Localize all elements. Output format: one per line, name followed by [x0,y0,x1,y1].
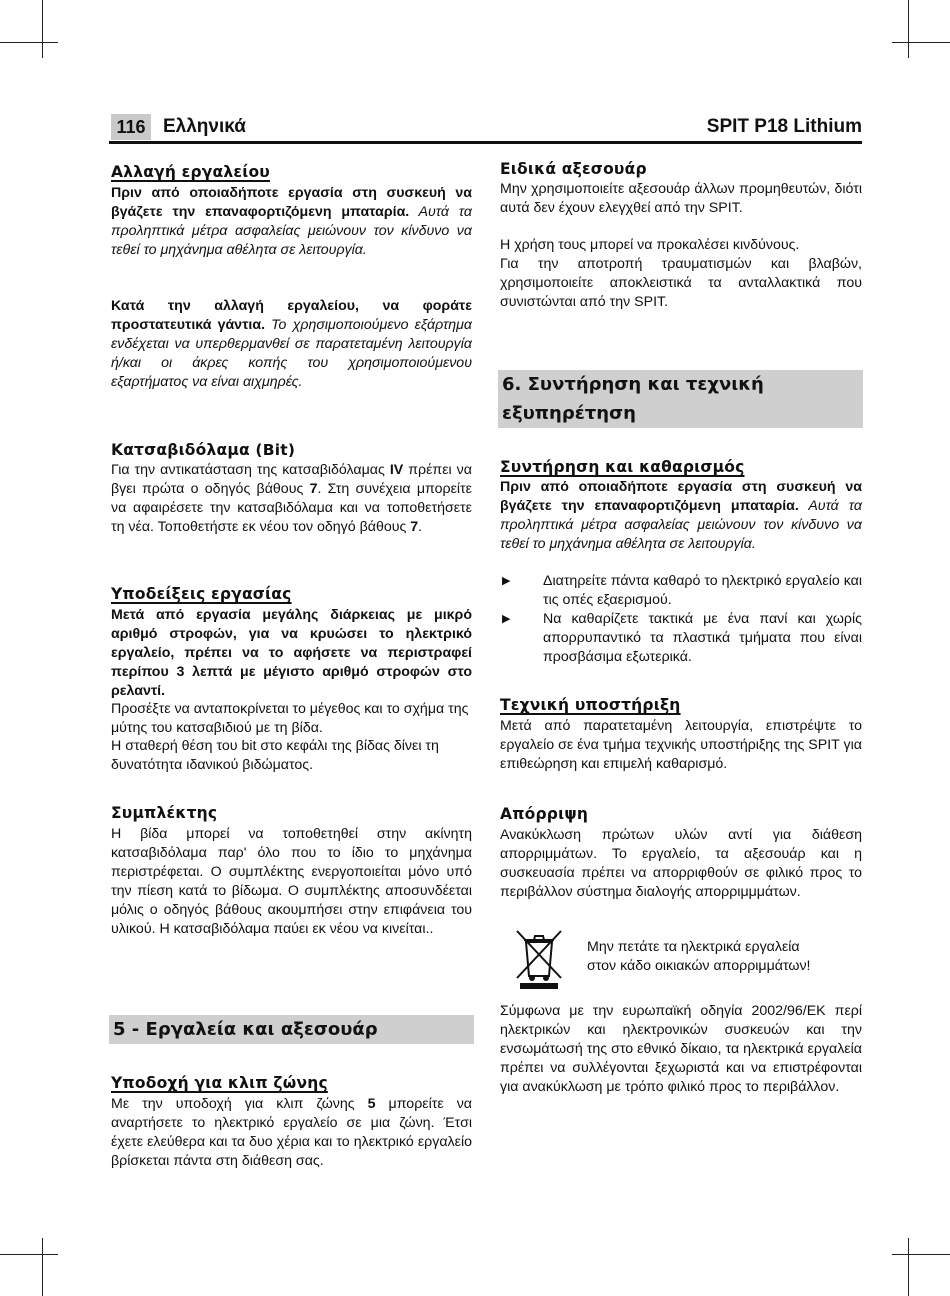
bullet-triangle-icon: ▶ [502,575,511,587]
text-run: Πριν από οποιαδήποτε εργασία στη συσκευή να βγάζετε την επαναφορτιζόμενη μπαταρία. [111,185,472,220]
heading-clutch: Συμπλέκτης [111,804,218,822]
text-run: . Στη συνέχεια μπορείτε να αφαιρέσετε την κατσαβιδόλαμα και να τοποθετήσετε τη νέα. Τοποθετήστε εκ νέου τον οδηγό βάθους [111,480,472,535]
crossed-out-wheelie-bin-icon [514,928,564,990]
text-run: IV [389,462,404,478]
paragraph-bit [111,461,472,537]
heading-tool-change: Αλλαγή εργαλείου [111,163,270,181]
paragraph-special-2: Η χρήση τους μπορεί να προκαλέσει κινδύνους. [500,237,800,253]
bullet-triangle-icon: ▶ [502,612,511,625]
text-run: Κατά την αλλαγή εργαλείου, να φοράτε προστατευτικά γάντια. [111,298,472,333]
heading-technical-support: Τεχνική υποστήριξη [500,696,681,714]
list-item [500,572,862,610]
language-title: Ελληνικά [163,116,246,137]
paragraph-disposal: Ανακύκλωση πρώτων υλών αντί για διάθεση απορριμμάτων. Το εργαλείο, τα αξεσουάρ και η συσκευασία πρέπει να απορριφθούν σε φιλικό προς το περιβάλλον σύστημα διαλογής απορριμμμάτων. [500,827,862,900]
text-run: Για την αντικατάσταση της κατσαβιδόλαμας [111,462,390,478]
section-band-5: 5 - Εργαλεία και αξεσουάρ [109,1015,474,1044]
text-run: 7 [309,480,318,497]
model-title: SPIT P18 Lithium [706,116,862,137]
crop-mark-top-left-h [0,42,58,43]
paragraph-tool-change-safety [111,184,472,260]
crop-mark-top-left-v [42,0,43,58]
page-number: 116 [111,114,151,140]
header-rule [109,141,862,144]
weee-line-1: Μην πετάτε τα ηλεκτρικά εργαλεία [587,939,800,955]
heading-disposal: Απόρριψη [500,805,589,823]
text-run: Μετά από εργασία μεγάλης διάρκειας με μικρό αριθμό στροφών, για να κρυώσει το ηλεκτρικό εργαλείο, πρέπει να το αφήσετε να περιστραφεί περίπου 3 λεπτά με μέγιστο αριθμό στροφών στο ρελαντί. [111,607,472,699]
crop-mark-bottom-right-v [908,1238,909,1296]
heading-belt-clip: Υποδοχή για κλιπ ζώνης [111,1074,328,1092]
text-run: Το χρησιμοποιούμενο εξάρτημα ενδέχεται να υπερθερμανθεί σε παρατεταμένη λειτουργία ή/και οι άκρες κοπής του χρησιμοποιούμενου εξαρτήματος να είναι αιχμηρές. [111,316,472,390]
paragraph-hints-cooling [111,606,472,701]
list-item [500,610,862,667]
crop-mark-top-right-v [908,0,909,58]
bullet-text: Διατηρείτε πάντα καθαρό το ηλεκτρικό εργαλείο και τις οπές εξαερισμού. [543,573,862,608]
maintenance-bullet-list [500,572,862,667]
paragraph-special-3: Για την αποτροπή τραυματισμών και βλαβών, χρησιμοποιείτε αποκλειστικά τα ανταλλακτικά που συνιστώνται από την SPIT. [500,256,862,310]
text-run: Πριν από οποιαδήποτε εργασία στη συσκευή να βγάζετε την επαναφορτιζόμενη μπαταρία. [500,479,862,514]
paragraph-tool-change-gloves [111,297,472,392]
text-run: Με την υποδοχή για κλιπ ζώνης [111,1096,368,1112]
text-run: 5 [367,1096,376,1112]
text-run: Αυτά τα προληπτικά μέτρα ασφαλείας μειώνουν τον κίνδυνο να τεθεί το μηχάνημα αθέλητα σε λειτουργία. [500,497,862,552]
weee-notice [587,938,857,976]
heading-work-hints: Υποδείξεις εργασίας [111,585,292,603]
heading-special-accessories: Ειδικά αξεσουάρ [500,160,647,178]
section-band-6: 6. Συντήρηση και τεχνική εξυπηρέτηση [498,370,863,428]
paragraph-special-1: Μην χρησιμοποιείτε αξεσουάρ άλλων προμηθευτών, διότι αυτά δεν έχουν ελεγχθεί από την SPIT. [500,181,862,216]
paragraph-technical-support: Μετά από παρατεταμένη λειτουργία, επιστρέψτε το εργαλείο σε ένα τμήμα τεχνικής υποστήριξης της SPIT για επιθεώρηση και επιμελή καθαρισμό. [500,718,862,772]
paragraph-belt-clip [111,1095,472,1171]
crop-mark-bottom-right-h [892,1254,950,1255]
bullet-text: Να καθαρίζετε τακτικά με ένα πανί και χωρίς απορρυπαντικό τα πλαστικά τμήματα που είναι προσβάσιμα εξωτερικά. [543,610,862,665]
text-run: πρέπει να βγει πρώτα ο οδηγός βάθους [111,462,472,497]
heading-maintenance: Συντήρηση και καθαρισμός [500,458,745,476]
crop-mark-top-right-h [892,42,950,43]
text-run: . [418,518,423,535]
paragraph-hints-bit-seat: Η σταθερή θέση του bit στο κεφάλι της βίδας δίνει τη δυνατότητα ιδανικού βιδώματος. [111,738,439,773]
text-run: 7 [410,518,419,535]
paragraph-eu-directive: Σύμφωνα με την ευρωπαϊκή οδηγία 2002/96/ΕΚ περί ηλεκτρικών και ηλεκτρονικών συσκευών και την ενσωμάτωσή της στο εθνικό δίκαιο, τα ηλεκτρικά εργαλεία πρέπει να συλλέγονται ξεχωριστά και να επιστρέφονται για ανακύκλωση με τρόπο φιλικό προς το περιβάλλον. [500,1003,862,1095]
paragraph-clutch: Η βίδα μπορεί να τοποθετηθεί στην ακίνητη κατσαβιδόλαμα παρ' όλο που το ίδιο το μηχάνημα περιστρέφεται. Ο συμπλέκτης ενεργοποιείται μόνο υπό την πίεση κατά το βίδωμα. Ο συμπλέκτης αποσυνδέεται μόλις ο οδηγός βάθους ακουμπήσει στην επιφάνεια του υλικού. Η κατσαβιδόλαμα παύει εκ νέου να κινείται.. [111,826,472,937]
paragraph-hints-tip: Προσέξτε να ανταποκρίνεται το μέγεθος και το σχήμα της μύτης του κατσαβιδιού με τη βίδα. [111,701,469,736]
paragraph-maintenance-safety [500,478,862,554]
crop-mark-bottom-left-v [42,1238,43,1296]
heading-bit: Κατσαβιδόλαμα (Bit) [111,441,296,459]
text-run: Αυτά τα προληπτικά μέτρα ασφαλείας μειώνουν τον κίνδυνο να τεθεί το μηχάνημα αθέλητα σε λειτουργία. [111,203,472,258]
weee-line-2: στον κάδο οικιακών απορριμμάτων! [587,958,811,974]
text-run: μπορείτε να αναρτήσετε το ηλεκτρικό εργαλείο σε μια ζώνη. Έτσι έχετε ελεύθερα και τα δυο χέρια και το ηλεκτρικό εργαλείο βρίσκεται πάντα στη διάθεση σας. [111,1096,472,1169]
crop-mark-bottom-left-h [0,1254,58,1255]
